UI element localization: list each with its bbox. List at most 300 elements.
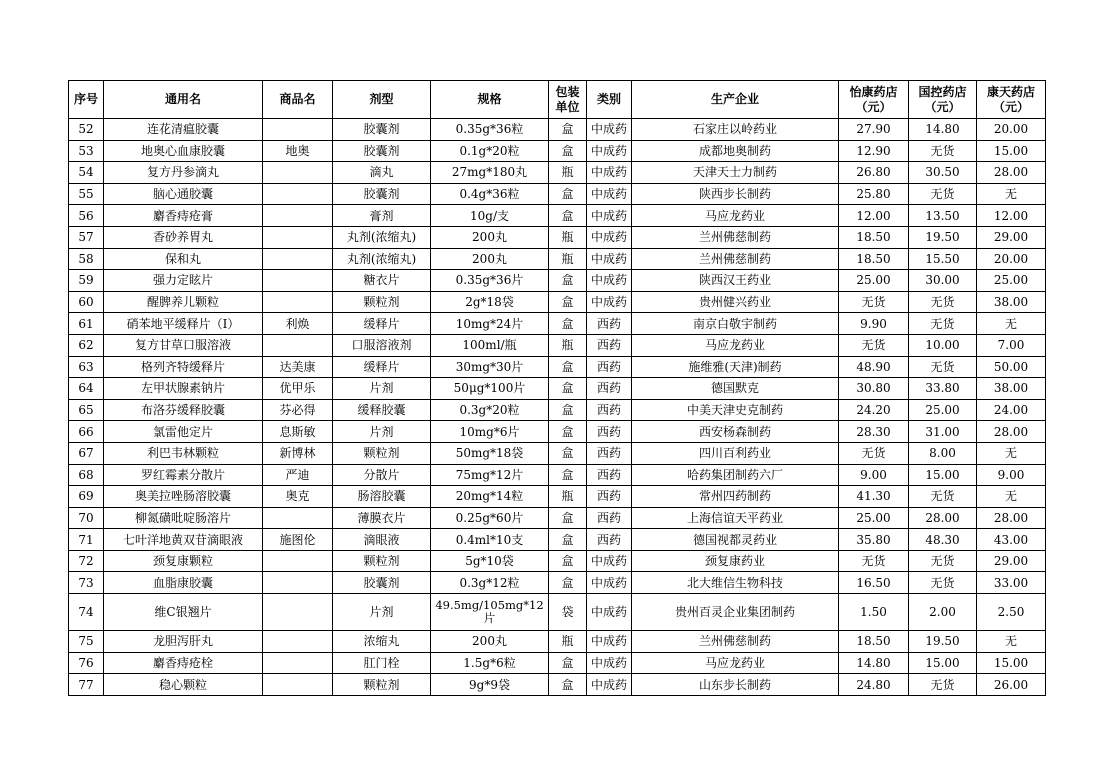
cell-maker: 德国默克: [632, 378, 839, 400]
cell-brand: 利焕: [263, 313, 333, 335]
cell-form: 片剂: [333, 378, 431, 400]
cell-store2: 10.00: [909, 334, 977, 356]
cell-store1: 24.80: [839, 674, 909, 696]
cell-store1: 无货: [839, 291, 909, 313]
header-store3: 康天药店（元）: [977, 81, 1046, 119]
cell-store3: 28.00: [977, 507, 1046, 529]
header-brand: 商品名: [263, 81, 333, 119]
cell-category: 中成药: [587, 631, 632, 653]
cell-no: 60: [69, 291, 104, 313]
cell-store3: 12.00: [977, 205, 1046, 227]
cell-no: 62: [69, 334, 104, 356]
cell-store3: 38.00: [977, 291, 1046, 313]
cell-maker: 石家庄以岭药业: [632, 119, 839, 141]
cell-pack-unit: 瓶: [549, 334, 587, 356]
cell-store1: 30.80: [839, 378, 909, 400]
cell-pack-unit: 盒: [549, 183, 587, 205]
cell-category: 西药: [587, 378, 632, 400]
cell-store2: 19.50: [909, 631, 977, 653]
table-row: [69, 652, 1046, 674]
cell-brand: 达美康: [263, 356, 333, 378]
cell-maker: 马应龙药业: [632, 652, 839, 674]
cell-generic-name: 复方丹参滴丸: [104, 162, 263, 184]
table-row: [69, 674, 1046, 696]
cell-brand: [263, 205, 333, 227]
header-generic-name: 通用名: [104, 81, 263, 119]
cell-category: 中成药: [587, 270, 632, 292]
cell-store1: 24.20: [839, 399, 909, 421]
table-row: [69, 226, 1046, 248]
cell-generic-name: 麝香痔疮膏: [104, 205, 263, 227]
cell-brand: [263, 226, 333, 248]
cell-spec: 0.35g*36粒: [431, 119, 549, 141]
table-row: [69, 442, 1046, 464]
cell-generic-name: 氯雷他定片: [104, 421, 263, 443]
cell-form: 缓释胶囊: [333, 399, 431, 421]
cell-spec: 10g/支: [431, 205, 549, 227]
cell-generic-name: 麝香痔疮栓: [104, 652, 263, 674]
cell-no: 69: [69, 486, 104, 508]
cell-store1: 无货: [839, 550, 909, 572]
cell-pack-unit: 瓶: [549, 162, 587, 184]
table-row: [69, 507, 1046, 529]
cell-pack-unit: 盒: [549, 572, 587, 594]
cell-store3: 15.00: [977, 652, 1046, 674]
cell-store2: 8.00: [909, 442, 977, 464]
cell-store1: 9.90: [839, 313, 909, 335]
cell-no: 63: [69, 356, 104, 378]
cell-pack-unit: 盒: [549, 140, 587, 162]
cell-spec: 100ml/瓶: [431, 334, 549, 356]
header-spec: 规格: [431, 81, 549, 119]
table-row: [69, 291, 1046, 313]
cell-maker: 成都地奥制药: [632, 140, 839, 162]
cell-store3: 无: [977, 631, 1046, 653]
cell-pack-unit: 盒: [549, 291, 587, 313]
cell-category: 西药: [587, 399, 632, 421]
cell-no: 76: [69, 652, 104, 674]
table-row: [69, 313, 1046, 335]
cell-spec: 20mg*14粒: [431, 486, 549, 508]
cell-brand: [263, 334, 333, 356]
cell-brand: 奥克: [263, 486, 333, 508]
cell-category: 西药: [587, 529, 632, 551]
cell-category: 西药: [587, 356, 632, 378]
cell-form: 滴眼液: [333, 529, 431, 551]
cell-category: 中成药: [587, 162, 632, 184]
cell-form: 胶囊剂: [333, 572, 431, 594]
cell-maker: 马应龙药业: [632, 334, 839, 356]
cell-brand: [263, 270, 333, 292]
cell-store1: 26.80: [839, 162, 909, 184]
price-table: [68, 80, 1046, 696]
cell-store2: 无货: [909, 313, 977, 335]
cell-no: 72: [69, 550, 104, 572]
cell-spec: 0.35g*36片: [431, 270, 549, 292]
cell-spec: 0.4ml*10支: [431, 529, 549, 551]
cell-no: 73: [69, 572, 104, 594]
cell-spec: 30mg*30片: [431, 356, 549, 378]
cell-brand: [263, 652, 333, 674]
cell-form: 片剂: [333, 421, 431, 443]
cell-store3: 29.00: [977, 226, 1046, 248]
cell-generic-name: 保和丸: [104, 248, 263, 270]
cell-store2: 48.30: [909, 529, 977, 551]
cell-pack-unit: 瓶: [549, 226, 587, 248]
cell-store1: 12.00: [839, 205, 909, 227]
cell-form: 分散片: [333, 464, 431, 486]
cell-store3: 50.00: [977, 356, 1046, 378]
table-row: [69, 356, 1046, 378]
cell-spec: 200丸: [431, 248, 549, 270]
cell-category: 西药: [587, 464, 632, 486]
cell-maker: 哈药集团制药六厂: [632, 464, 839, 486]
table-row: [69, 631, 1046, 653]
cell-store2: 19.50: [909, 226, 977, 248]
cell-pack-unit: 瓶: [549, 631, 587, 653]
cell-category: 中成药: [587, 119, 632, 141]
cell-generic-name: 稳心颗粒: [104, 674, 263, 696]
header-store2: 国控药店（元）: [909, 81, 977, 119]
cell-store3: 43.00: [977, 529, 1046, 551]
cell-category: 西药: [587, 313, 632, 335]
cell-generic-name: 强力定眩片: [104, 270, 263, 292]
cell-no: 65: [69, 399, 104, 421]
cell-spec: 50μg*100片: [431, 378, 549, 400]
cell-brand: [263, 183, 333, 205]
cell-brand: [263, 507, 333, 529]
cell-store1: 18.50: [839, 226, 909, 248]
cell-store1: 35.80: [839, 529, 909, 551]
cell-store3: 28.00: [977, 421, 1046, 443]
cell-brand: 新博林: [263, 442, 333, 464]
cell-maker: 西安杨森制药: [632, 421, 839, 443]
cell-store2: 无货: [909, 183, 977, 205]
cell-store1: 18.50: [839, 631, 909, 653]
cell-store2: 30.50: [909, 162, 977, 184]
cell-store3: 26.00: [977, 674, 1046, 696]
header-form: 剂型: [333, 81, 431, 119]
cell-pack-unit: 盒: [549, 313, 587, 335]
cell-no: 67: [69, 442, 104, 464]
cell-spec: 9g*9袋: [431, 674, 549, 696]
cell-store2: 无货: [909, 674, 977, 696]
cell-store3: 9.00: [977, 464, 1046, 486]
cell-no: 61: [69, 313, 104, 335]
cell-form: 缓释片: [333, 356, 431, 378]
cell-form: 胶囊剂: [333, 119, 431, 141]
table-row: [69, 270, 1046, 292]
cell-no: 59: [69, 270, 104, 292]
cell-pack-unit: 盒: [549, 674, 587, 696]
cell-maker: 常州四药制药: [632, 486, 839, 508]
cell-spec: 49.5mg/105mg*12片: [431, 594, 549, 631]
cell-form: 肛门栓: [333, 652, 431, 674]
cell-maker: 兰州佛慈制药: [632, 226, 839, 248]
cell-brand: [263, 119, 333, 141]
table-row: [69, 183, 1046, 205]
cell-no: 68: [69, 464, 104, 486]
cell-pack-unit: 盒: [549, 399, 587, 421]
cell-no: 56: [69, 205, 104, 227]
cell-brand: [263, 291, 333, 313]
cell-pack-unit: 瓶: [549, 248, 587, 270]
cell-no: 77: [69, 674, 104, 696]
cell-store3: 无: [977, 442, 1046, 464]
cell-generic-name: 硝苯地平缓释片（I）: [104, 313, 263, 335]
cell-store2: 无货: [909, 572, 977, 594]
cell-category: 中成药: [587, 226, 632, 248]
cell-category: 中成药: [587, 205, 632, 227]
cell-form: 丸剂(浓缩丸): [333, 248, 431, 270]
table-row: [69, 248, 1046, 270]
table-row: [69, 334, 1046, 356]
header-row: [69, 81, 1046, 119]
cell-store2: 无货: [909, 140, 977, 162]
cell-generic-name: 柳氮磺吡啶肠溶片: [104, 507, 263, 529]
cell-maker: 兰州佛慈制药: [632, 631, 839, 653]
cell-pack-unit: 盒: [549, 652, 587, 674]
cell-maker: 天津天士力制药: [632, 162, 839, 184]
cell-no: 57: [69, 226, 104, 248]
cell-spec: 2g*18袋: [431, 291, 549, 313]
cell-store1: 9.00: [839, 464, 909, 486]
cell-spec: 0.4g*36粒: [431, 183, 549, 205]
table-row: [69, 550, 1046, 572]
cell-form: 胶囊剂: [333, 140, 431, 162]
cell-brand: 息斯敏: [263, 421, 333, 443]
cell-store2: 33.80: [909, 378, 977, 400]
cell-maker: 兰州佛慈制药: [632, 248, 839, 270]
table-row: [69, 529, 1046, 551]
cell-spec: 5g*10袋: [431, 550, 549, 572]
header-store1: 怡康药店（元）: [839, 81, 909, 119]
cell-store3: 15.00: [977, 140, 1046, 162]
cell-spec: 50mg*18袋: [431, 442, 549, 464]
cell-store2: 无货: [909, 356, 977, 378]
cell-spec: 200丸: [431, 226, 549, 248]
table-row: [69, 140, 1046, 162]
cell-pack-unit: 盒: [549, 529, 587, 551]
cell-store1: 48.90: [839, 356, 909, 378]
cell-form: 胶囊剂: [333, 183, 431, 205]
cell-category: 中成药: [587, 674, 632, 696]
cell-maker: 德国视都灵药业: [632, 529, 839, 551]
table-row: [69, 594, 1046, 631]
cell-pack-unit: 盒: [549, 119, 587, 141]
cell-category: 中成药: [587, 291, 632, 313]
cell-brand: 严迪: [263, 464, 333, 486]
header-category: 类别: [587, 81, 632, 119]
cell-store1: 无货: [839, 442, 909, 464]
cell-category: 西药: [587, 486, 632, 508]
table-row: [69, 399, 1046, 421]
cell-generic-name: 脑心通胶囊: [104, 183, 263, 205]
cell-no: 70: [69, 507, 104, 529]
cell-store1: 27.90: [839, 119, 909, 141]
cell-form: 丸剂(浓缩丸): [333, 226, 431, 248]
cell-form: 口服溶液剂: [333, 334, 431, 356]
cell-store1: 12.90: [839, 140, 909, 162]
cell-brand: [263, 631, 333, 653]
cell-form: 肠溶胶囊: [333, 486, 431, 508]
cell-maker: 颈复康药业: [632, 550, 839, 572]
table-row: [69, 378, 1046, 400]
cell-spec: 200丸: [431, 631, 549, 653]
cell-store1: 16.50: [839, 572, 909, 594]
cell-store2: 15.00: [909, 652, 977, 674]
cell-generic-name: 连花清瘟胶囊: [104, 119, 263, 141]
cell-form: 膏剂: [333, 205, 431, 227]
cell-store1: 1.50: [839, 594, 909, 631]
table-row: [69, 464, 1046, 486]
cell-generic-name: 醒脾养儿颗粒: [104, 291, 263, 313]
cell-store2: 30.00: [909, 270, 977, 292]
cell-generic-name: 奥美拉唑肠溶胶囊: [104, 486, 263, 508]
cell-no: 55: [69, 183, 104, 205]
cell-brand: 优甲乐: [263, 378, 333, 400]
table-row: [69, 486, 1046, 508]
cell-store3: 29.00: [977, 550, 1046, 572]
cell-no: 64: [69, 378, 104, 400]
cell-maker: 施维雅(天津)制药: [632, 356, 839, 378]
cell-brand: [263, 550, 333, 572]
cell-maker: 四川百利药业: [632, 442, 839, 464]
cell-category: 中成药: [587, 652, 632, 674]
table-row: [69, 119, 1046, 141]
cell-form: 浓缩丸: [333, 631, 431, 653]
cell-store1: 25.00: [839, 270, 909, 292]
cell-no: 71: [69, 529, 104, 551]
cell-store2: 无货: [909, 486, 977, 508]
cell-generic-name: 七叶洋地黄双苷滴眼液: [104, 529, 263, 551]
cell-form: 片剂: [333, 594, 431, 631]
cell-store2: 15.50: [909, 248, 977, 270]
cell-category: 中成药: [587, 572, 632, 594]
cell-generic-name: 布洛芬缓释胶囊: [104, 399, 263, 421]
cell-store3: 33.00: [977, 572, 1046, 594]
cell-pack-unit: 盒: [549, 356, 587, 378]
cell-maker: 马应龙药业: [632, 205, 839, 227]
cell-maker: 北大维信生物科技: [632, 572, 839, 594]
cell-store1: 41.30: [839, 486, 909, 508]
cell-store2: 13.50: [909, 205, 977, 227]
cell-category: 中成药: [587, 248, 632, 270]
cell-spec: 10mg*6片: [431, 421, 549, 443]
cell-store3: 20.00: [977, 119, 1046, 141]
cell-pack-unit: 盒: [549, 378, 587, 400]
cell-brand: [263, 674, 333, 696]
cell-brand: 施图伦: [263, 529, 333, 551]
table-row: [69, 205, 1046, 227]
cell-no: 52: [69, 119, 104, 141]
cell-form: 缓释片: [333, 313, 431, 335]
cell-store3: 24.00: [977, 399, 1046, 421]
cell-no: 54: [69, 162, 104, 184]
cell-store2: 15.00: [909, 464, 977, 486]
cell-maker: 南京白敬宇制药: [632, 313, 839, 335]
cell-maker: 中美天津史克制药: [632, 399, 839, 421]
cell-generic-name: 利巴韦林颗粒: [104, 442, 263, 464]
cell-store1: 无货: [839, 334, 909, 356]
cell-store2: 14.80: [909, 119, 977, 141]
cell-store2: 无货: [909, 550, 977, 572]
cell-category: 中成药: [587, 550, 632, 572]
cell-spec: 75mg*12片: [431, 464, 549, 486]
cell-form: 糖衣片: [333, 270, 431, 292]
cell-store3: 28.00: [977, 162, 1046, 184]
cell-maker: 陕西汉王药业: [632, 270, 839, 292]
cell-no: 74: [69, 594, 104, 631]
cell-no: 75: [69, 631, 104, 653]
cell-maker: 陕西步长制药: [632, 183, 839, 205]
cell-brand: [263, 594, 333, 631]
cell-store1: 14.80: [839, 652, 909, 674]
header-pack-unit: 包装单位: [549, 81, 587, 119]
header-maker: 生产企业: [632, 81, 839, 119]
cell-generic-name: 香砂养胃丸: [104, 226, 263, 248]
cell-spec: 0.3g*12粒: [431, 572, 549, 594]
cell-category: 中成药: [587, 183, 632, 205]
cell-pack-unit: 盒: [549, 421, 587, 443]
cell-generic-name: 左甲状腺素钠片: [104, 378, 263, 400]
cell-store2: 31.00: [909, 421, 977, 443]
cell-pack-unit: 袋: [549, 594, 587, 631]
cell-pack-unit: 盒: [549, 442, 587, 464]
cell-category: 西药: [587, 421, 632, 443]
cell-generic-name: 复方甘草口服溶液: [104, 334, 263, 356]
cell-generic-name: 颈复康颗粒: [104, 550, 263, 572]
cell-pack-unit: 盒: [549, 550, 587, 572]
cell-generic-name: 维C银翘片: [104, 594, 263, 631]
cell-category: 西药: [587, 334, 632, 356]
table-row: [69, 572, 1046, 594]
cell-form: 薄膜衣片: [333, 507, 431, 529]
cell-brand: [263, 248, 333, 270]
table-row: [69, 162, 1046, 184]
cell-form: 颗粒剂: [333, 674, 431, 696]
cell-generic-name: 地奥心血康胶囊: [104, 140, 263, 162]
cell-store3: 7.00: [977, 334, 1046, 356]
cell-store3: 无: [977, 313, 1046, 335]
cell-store1: 18.50: [839, 248, 909, 270]
cell-no: 58: [69, 248, 104, 270]
cell-store1: 25.80: [839, 183, 909, 205]
cell-store3: 20.00: [977, 248, 1046, 270]
cell-category: 中成药: [587, 594, 632, 631]
cell-brand: 地奥: [263, 140, 333, 162]
cell-spec: 0.1g*20粒: [431, 140, 549, 162]
cell-maker: 贵州健兴药业: [632, 291, 839, 313]
cell-store3: 无: [977, 486, 1046, 508]
table-row: [69, 421, 1046, 443]
cell-brand: [263, 162, 333, 184]
cell-spec: 0.25g*60片: [431, 507, 549, 529]
cell-brand: 芬必得: [263, 399, 333, 421]
cell-generic-name: 格列齐特缓释片: [104, 356, 263, 378]
cell-spec: 1.5g*6粒: [431, 652, 549, 674]
cell-pack-unit: 盒: [549, 507, 587, 529]
cell-spec: 10mg*24片: [431, 313, 549, 335]
cell-generic-name: 血脂康胶囊: [104, 572, 263, 594]
cell-no: 53: [69, 140, 104, 162]
header-no: 序号: [69, 81, 104, 119]
cell-form: 颗粒剂: [333, 550, 431, 572]
cell-store1: 25.00: [839, 507, 909, 529]
cell-store2: 25.00: [909, 399, 977, 421]
cell-store3: 无: [977, 183, 1046, 205]
cell-store1: 28.30: [839, 421, 909, 443]
